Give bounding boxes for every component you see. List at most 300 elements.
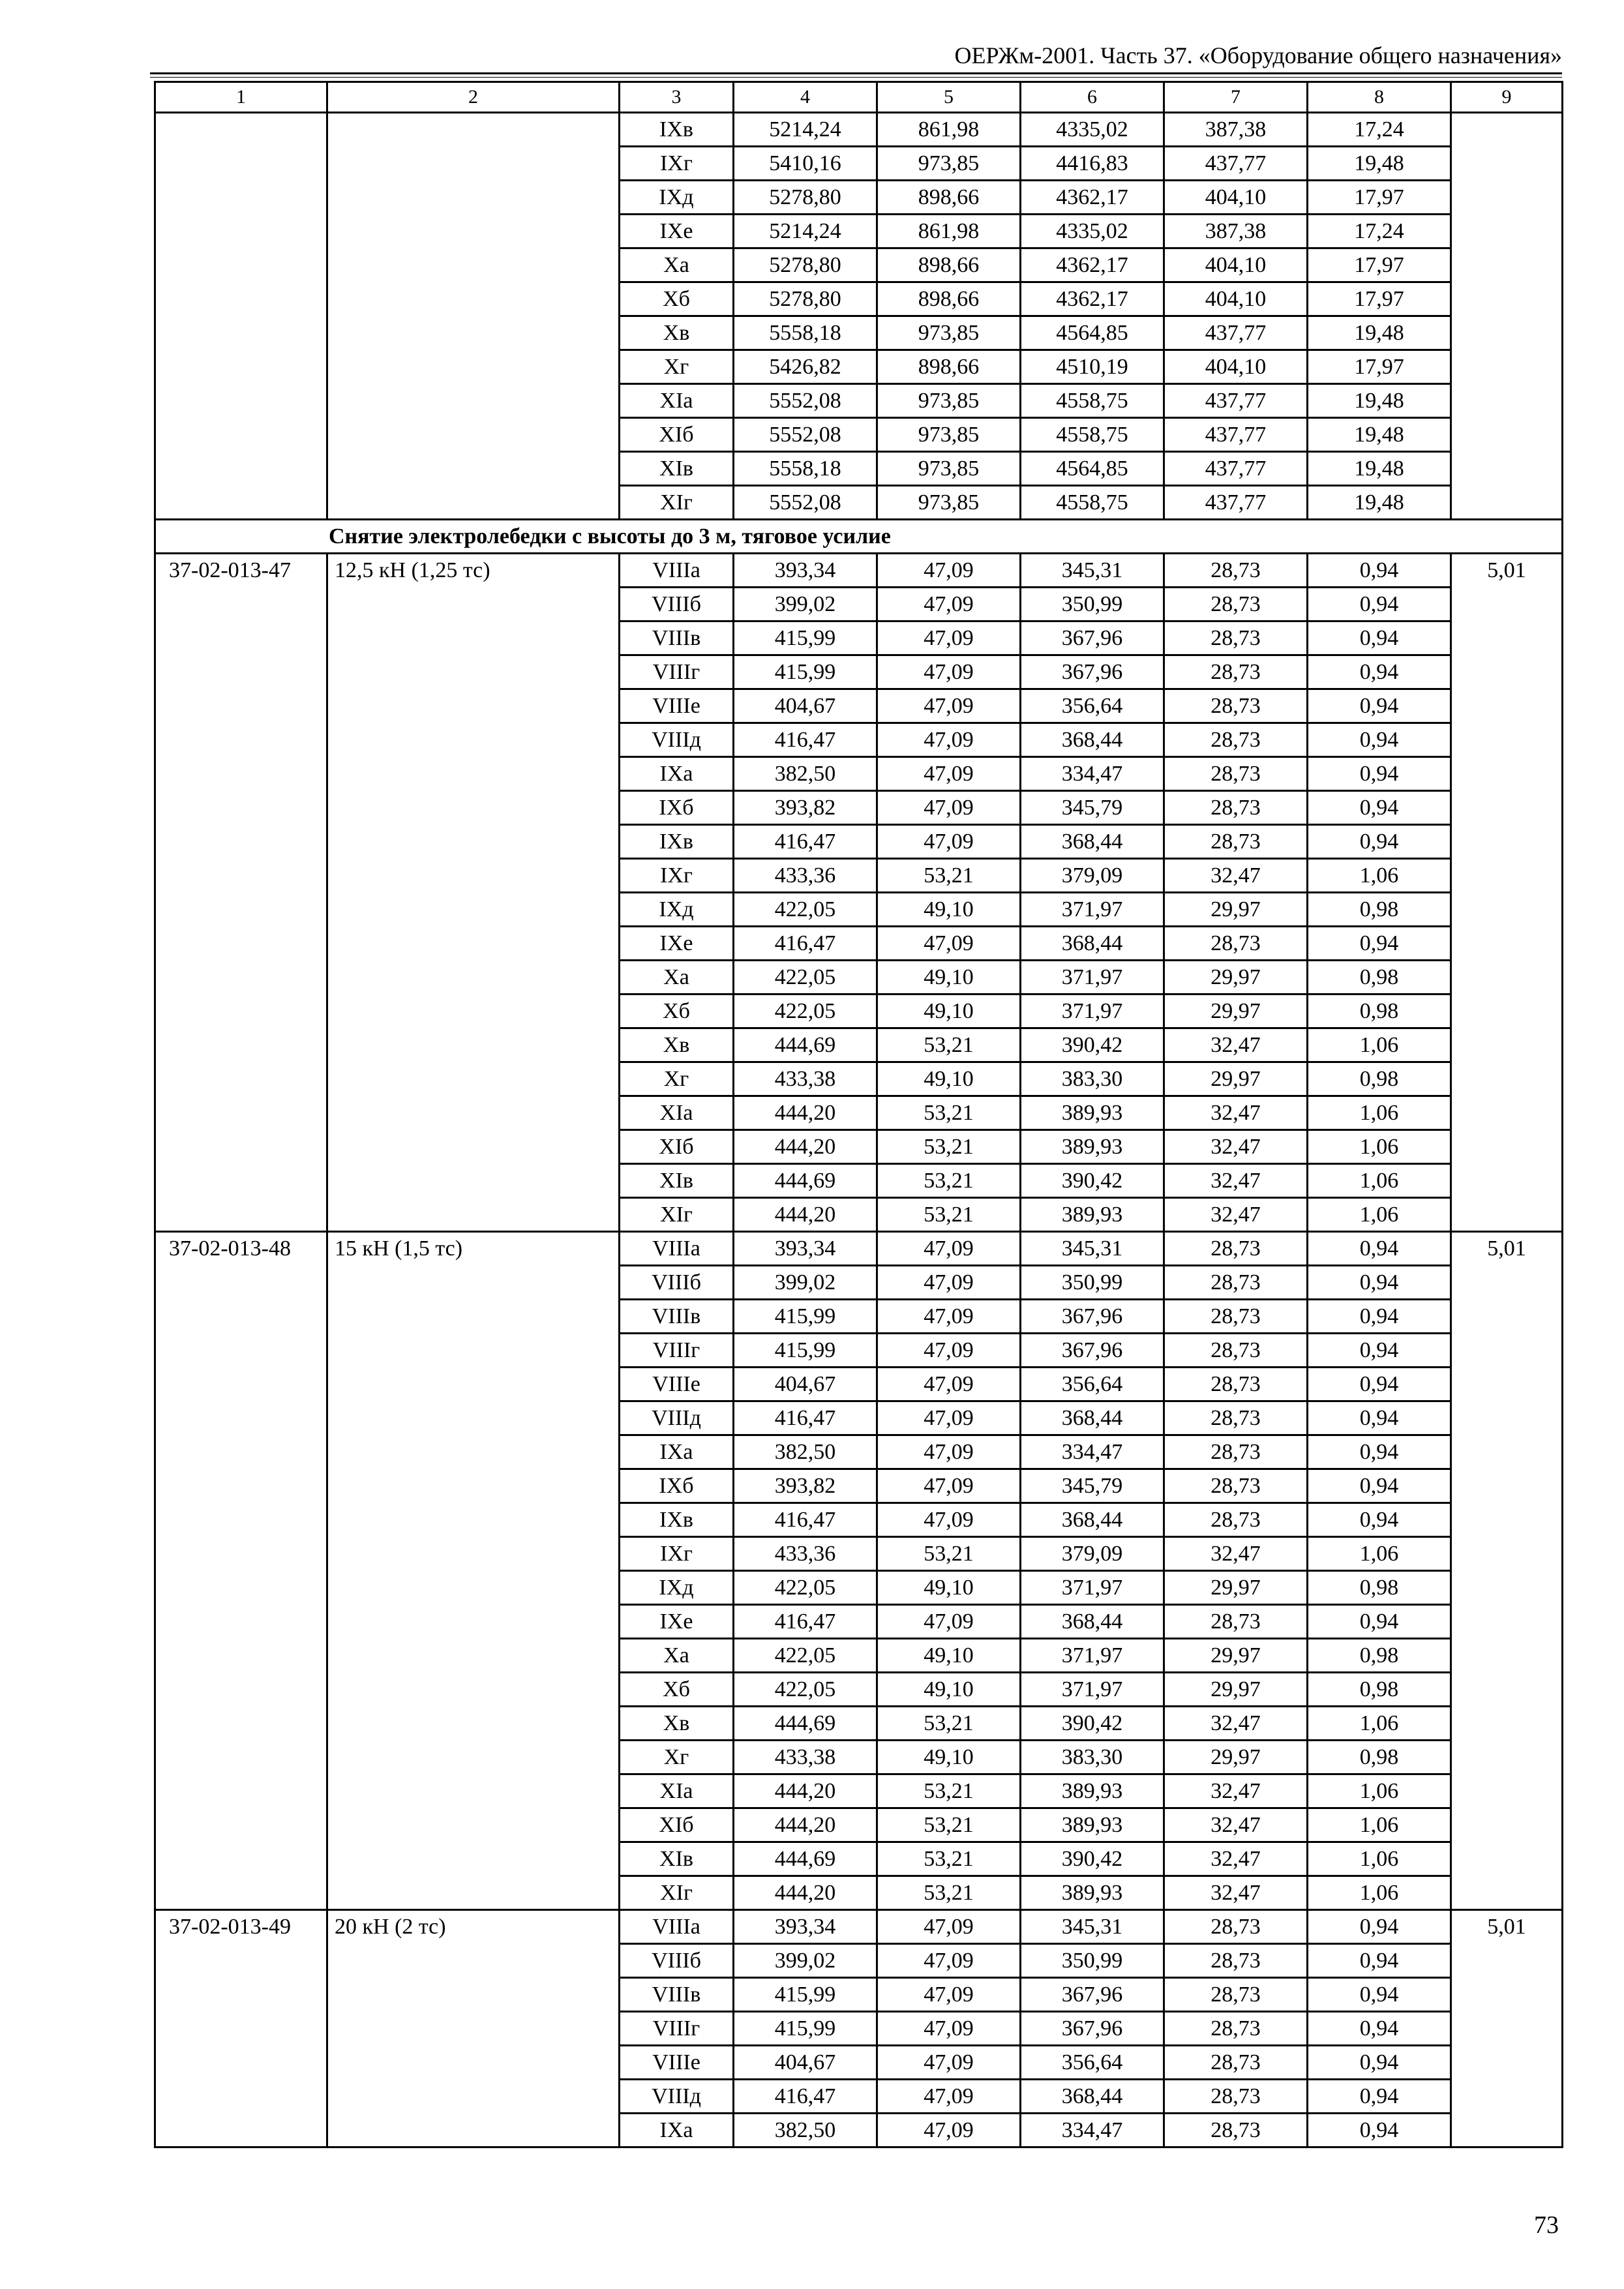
value-cell: 28,73	[1164, 1605, 1308, 1639]
column-number: 2	[327, 82, 620, 113]
value-cell: 0,94	[1308, 825, 1451, 859]
value-cell: 32,47	[1164, 1774, 1308, 1808]
value-cell: 53,21	[877, 1028, 1021, 1062]
value-cell: 5214,24	[734, 113, 877, 147]
value-cell: 47,09	[877, 1469, 1021, 1503]
value-cell: 390,42	[1021, 1842, 1164, 1876]
value-cell: 0,94	[1308, 588, 1451, 621]
col9-value: 5,01	[1451, 554, 1563, 1232]
value-cell: 422,05	[734, 1673, 877, 1707]
value-cell: IXа	[620, 1435, 734, 1469]
value-cell: 350,99	[1021, 1944, 1164, 1978]
value-cell: IXе	[620, 215, 734, 248]
value-cell: 47,09	[877, 757, 1021, 791]
value-cell: 32,47	[1164, 859, 1308, 893]
value-cell: IXг	[620, 1537, 734, 1571]
value-cell: 973,85	[877, 384, 1021, 418]
value-cell: 356,64	[1021, 1368, 1164, 1401]
value-cell: 433,38	[734, 1741, 877, 1774]
value-cell: 1,06	[1308, 1876, 1451, 1910]
value-cell: 437,77	[1164, 418, 1308, 452]
value-cell: 47,09	[877, 1300, 1021, 1334]
column-number: 3	[620, 82, 734, 113]
value-cell: 47,09	[877, 2114, 1021, 2147]
value-cell: VIIIг	[620, 2012, 734, 2046]
value-cell: 19,48	[1308, 452, 1451, 486]
value-cell: IXв	[620, 825, 734, 859]
value-cell: 47,09	[877, 1910, 1021, 1944]
value-cell: XIг	[620, 1876, 734, 1910]
value-cell: 19,48	[1308, 418, 1451, 452]
value-cell: 861,98	[877, 113, 1021, 147]
value-cell: 1,06	[1308, 1164, 1451, 1198]
value-cell: VIIIа	[620, 1910, 734, 1944]
value-cell: 404,67	[734, 689, 877, 723]
value-cell: 371,97	[1021, 1639, 1164, 1673]
rates-table-body	[155, 82, 1563, 2147]
value-cell: 28,73	[1164, 2012, 1308, 2046]
value-cell: 4558,75	[1021, 418, 1164, 452]
rate-code: 37-02-013-49	[155, 1910, 327, 2147]
value-cell: 367,96	[1021, 1300, 1164, 1334]
value-cell: 389,93	[1021, 1774, 1164, 1808]
value-cell: 422,05	[734, 893, 877, 927]
value-cell: 444,69	[734, 1842, 877, 1876]
value-cell: 404,10	[1164, 181, 1308, 215]
rate-description: 20 кН (2 тс)	[327, 1910, 620, 2147]
value-cell: 47,09	[877, 1944, 1021, 1978]
table-row	[155, 1232, 1563, 1266]
value-cell: 0,94	[1308, 2080, 1451, 2114]
value-cell: 393,82	[734, 1469, 877, 1503]
value-cell: 382,50	[734, 757, 877, 791]
value-cell: 32,47	[1164, 1876, 1308, 1910]
value-cell: 47,09	[877, 1435, 1021, 1469]
value-cell: IXа	[620, 757, 734, 791]
value-cell: 32,47	[1164, 1537, 1308, 1571]
value-cell: 415,99	[734, 1334, 877, 1368]
value-cell: 4564,85	[1021, 452, 1164, 486]
code-cell	[155, 113, 327, 520]
value-cell: 28,73	[1164, 927, 1308, 961]
value-cell: 0,94	[1308, 1503, 1451, 1537]
value-cell: 387,38	[1164, 215, 1308, 248]
value-cell: 53,21	[877, 1537, 1021, 1571]
column-number: 7	[1164, 82, 1308, 113]
value-cell: 5278,80	[734, 181, 877, 215]
value-cell: 28,73	[1164, 1232, 1308, 1266]
value-cell: 0,98	[1308, 995, 1451, 1028]
value-cell: 47,09	[877, 825, 1021, 859]
value-cell: 47,09	[877, 1266, 1021, 1300]
value-cell: 422,05	[734, 1571, 877, 1605]
value-cell: 5558,18	[734, 452, 877, 486]
value-cell: 1,06	[1308, 1028, 1451, 1062]
value-cell: 47,09	[877, 689, 1021, 723]
value-cell: 393,34	[734, 1910, 877, 1944]
value-cell: 444,69	[734, 1164, 877, 1198]
value-cell: 444,20	[734, 1198, 877, 1232]
value-cell: 345,31	[1021, 554, 1164, 588]
desc-cell	[327, 113, 620, 520]
value-cell: 49,10	[877, 893, 1021, 927]
value-cell: 0,94	[1308, 2046, 1451, 2080]
section-title: Снятие электролебедки с высоты до 3 м, тяговое усилие	[155, 520, 1563, 554]
value-cell: 32,47	[1164, 1842, 1308, 1876]
value-cell: 5278,80	[734, 282, 877, 316]
value-cell: 368,44	[1021, 1605, 1164, 1639]
value-cell: 19,48	[1308, 316, 1451, 350]
rate-code: 37-02-013-47	[155, 554, 327, 1232]
value-cell: 28,73	[1164, 554, 1308, 588]
value-cell: 367,96	[1021, 2012, 1164, 2046]
value-cell: VIIIа	[620, 1232, 734, 1266]
value-cell: 404,10	[1164, 248, 1308, 282]
value-cell: 379,09	[1021, 859, 1164, 893]
value-cell: 29,97	[1164, 995, 1308, 1028]
value-cell: 0,98	[1308, 1062, 1451, 1096]
value-cell: 28,73	[1164, 1368, 1308, 1401]
rate-description: 15 кН (1,5 тс)	[327, 1232, 620, 1910]
value-cell: 389,93	[1021, 1198, 1164, 1232]
value-cell: 47,09	[877, 1503, 1021, 1537]
value-cell: XIб	[620, 418, 734, 452]
value-cell: 368,44	[1021, 1503, 1164, 1537]
value-cell: IXб	[620, 791, 734, 825]
value-cell: 390,42	[1021, 1164, 1164, 1198]
value-cell: 28,73	[1164, 655, 1308, 689]
value-cell: 433,38	[734, 1062, 877, 1096]
value-cell: 1,06	[1308, 859, 1451, 893]
value-cell: 0,98	[1308, 961, 1451, 995]
value-cell: 404,67	[734, 1368, 877, 1401]
header-rule-thick	[150, 72, 1562, 74]
value-cell: 404,10	[1164, 282, 1308, 316]
value-cell: IXд	[620, 1571, 734, 1605]
value-cell: 29,97	[1164, 1673, 1308, 1707]
value-cell: 47,09	[877, 655, 1021, 689]
value-cell: 47,09	[877, 1978, 1021, 2012]
value-cell: 53,21	[877, 859, 1021, 893]
value-cell: 437,77	[1164, 486, 1308, 520]
value-cell: Xв	[620, 316, 734, 350]
value-cell: VIIIд	[620, 1401, 734, 1435]
value-cell: 0,94	[1308, 1944, 1451, 1978]
value-cell: 28,73	[1164, 2080, 1308, 2114]
value-cell: 53,21	[877, 1707, 1021, 1741]
value-cell: 28,73	[1164, 723, 1308, 757]
value-cell: IXг	[620, 147, 734, 181]
value-cell: 0,94	[1308, 2114, 1451, 2147]
value-cell: 4362,17	[1021, 181, 1164, 215]
value-cell: 416,47	[734, 927, 877, 961]
value-cell: 399,02	[734, 1944, 877, 1978]
value-cell: 28,73	[1164, 689, 1308, 723]
value-cell: 389,93	[1021, 1130, 1164, 1164]
value-cell: XIа	[620, 1096, 734, 1130]
value-cell: 49,10	[877, 1639, 1021, 1673]
value-cell: Xа	[620, 1639, 734, 1673]
value-cell: 416,47	[734, 2080, 877, 2114]
value-cell: VIIIе	[620, 2046, 734, 2080]
value-cell: 5558,18	[734, 316, 877, 350]
value-cell: 334,47	[1021, 757, 1164, 791]
value-cell: 0,94	[1308, 1435, 1451, 1469]
value-cell: IXе	[620, 927, 734, 961]
value-cell: 17,97	[1308, 248, 1451, 282]
value-cell: 444,69	[734, 1028, 877, 1062]
value-cell: 53,21	[877, 1130, 1021, 1164]
value-cell: 0,94	[1308, 757, 1451, 791]
value-cell: 4558,75	[1021, 384, 1164, 418]
col9-value: 5,01	[1451, 1910, 1563, 2147]
value-cell: 28,73	[1164, 1401, 1308, 1435]
value-cell: 28,73	[1164, 1978, 1308, 2012]
section-row	[155, 520, 1563, 554]
value-cell: 32,47	[1164, 1028, 1308, 1062]
value-cell: 416,47	[734, 1503, 877, 1537]
value-cell: 32,47	[1164, 1707, 1308, 1741]
value-cell: 973,85	[877, 147, 1021, 181]
value-cell: 390,42	[1021, 1707, 1164, 1741]
value-cell: 28,73	[1164, 1910, 1308, 1944]
rates-table	[154, 81, 1563, 2148]
value-cell: XIг	[620, 1198, 734, 1232]
value-cell: 28,73	[1164, 2114, 1308, 2147]
column-number: 5	[877, 82, 1021, 113]
value-cell: 5410,16	[734, 147, 877, 181]
value-cell: 404,67	[734, 2046, 877, 2080]
value-cell: 47,09	[877, 554, 1021, 588]
value-cell: 5426,82	[734, 350, 877, 384]
value-cell: 444,20	[734, 1096, 877, 1130]
value-cell: 53,21	[877, 1842, 1021, 1876]
value-cell: 345,31	[1021, 1910, 1164, 1944]
value-cell: 371,97	[1021, 893, 1164, 927]
value-cell: 0,94	[1308, 621, 1451, 655]
value-cell: 0,94	[1308, 1300, 1451, 1334]
value-cell: 399,02	[734, 1266, 877, 1300]
rate-description: 12,5 кН (1,25 тс)	[327, 554, 620, 1232]
column-number: 9	[1451, 82, 1563, 113]
value-cell: IXв	[620, 1503, 734, 1537]
value-cell: 399,02	[734, 588, 877, 621]
value-cell: 371,97	[1021, 1673, 1164, 1707]
value-cell: 4362,17	[1021, 248, 1164, 282]
value-cell: 389,93	[1021, 1808, 1164, 1842]
value-cell: 0,94	[1308, 554, 1451, 588]
value-cell: 0,94	[1308, 1368, 1451, 1401]
value-cell: 47,09	[877, 1368, 1021, 1401]
value-cell: 898,66	[877, 248, 1021, 282]
value-cell: 0,94	[1308, 655, 1451, 689]
value-cell: 4564,85	[1021, 316, 1164, 350]
value-cell: 5552,08	[734, 418, 877, 452]
value-cell: VIIIб	[620, 1944, 734, 1978]
value-cell: 368,44	[1021, 723, 1164, 757]
value-cell: 0,98	[1308, 1673, 1451, 1707]
column-number: 6	[1021, 82, 1164, 113]
page-number: 73	[1534, 2211, 1559, 2239]
value-cell: 28,73	[1164, 621, 1308, 655]
value-cell: 47,09	[877, 588, 1021, 621]
value-cell: 371,97	[1021, 1571, 1164, 1605]
value-cell: 433,36	[734, 1537, 877, 1571]
value-cell: IXд	[620, 893, 734, 927]
col9-cell	[1451, 113, 1563, 520]
value-cell: VIIIв	[620, 1300, 734, 1334]
value-cell: IXд	[620, 181, 734, 215]
value-cell: 49,10	[877, 995, 1021, 1028]
value-cell: 28,73	[1164, 1469, 1308, 1503]
page-header-title: ОЕРЖм-2001. Часть 37. «Оборудование общего назначения»	[954, 42, 1562, 68]
value-cell: 444,69	[734, 1707, 877, 1741]
table-row	[155, 1910, 1563, 1944]
value-cell: 444,20	[734, 1774, 877, 1808]
value-cell: 0,94	[1308, 1910, 1451, 1944]
value-cell: 0,94	[1308, 927, 1451, 961]
value-cell: 0,98	[1308, 1571, 1451, 1605]
value-cell: 4335,02	[1021, 113, 1164, 147]
value-cell: XIг	[620, 486, 734, 520]
value-cell: 404,10	[1164, 350, 1308, 384]
value-cell: 416,47	[734, 1605, 877, 1639]
value-cell: 5214,24	[734, 215, 877, 248]
value-cell: 356,64	[1021, 689, 1164, 723]
value-cell: 371,97	[1021, 995, 1164, 1028]
value-cell: 53,21	[877, 1096, 1021, 1130]
value-cell: 383,30	[1021, 1062, 1164, 1096]
value-cell: 368,44	[1021, 2080, 1164, 2114]
value-cell: 28,73	[1164, 757, 1308, 791]
col9-value: 5,01	[1451, 1232, 1563, 1910]
value-cell: 49,10	[877, 1673, 1021, 1707]
value-cell: 5552,08	[734, 384, 877, 418]
value-cell: 29,97	[1164, 961, 1308, 995]
table-row	[155, 554, 1563, 588]
value-cell: 367,96	[1021, 1978, 1164, 2012]
value-cell: 422,05	[734, 995, 877, 1028]
value-cell: 0,94	[1308, 1469, 1451, 1503]
value-cell: 0,98	[1308, 1741, 1451, 1774]
value-cell: IXв	[620, 113, 734, 147]
value-cell: 4362,17	[1021, 282, 1164, 316]
value-cell: 415,99	[734, 655, 877, 689]
value-cell: 1,06	[1308, 1096, 1451, 1130]
value-cell: 5552,08	[734, 486, 877, 520]
value-cell: 444,20	[734, 1876, 877, 1910]
value-cell: 1,06	[1308, 1842, 1451, 1876]
value-cell: VIIIд	[620, 723, 734, 757]
value-cell: Xб	[620, 282, 734, 316]
value-cell: 47,09	[877, 621, 1021, 655]
value-cell: 29,97	[1164, 1741, 1308, 1774]
value-cell: IXг	[620, 859, 734, 893]
value-cell: Xб	[620, 995, 734, 1028]
value-cell: VIIIб	[620, 1266, 734, 1300]
value-cell: 368,44	[1021, 825, 1164, 859]
value-cell: VIIIе	[620, 1368, 734, 1401]
value-cell: 433,36	[734, 859, 877, 893]
value-cell: 0,94	[1308, 1334, 1451, 1368]
value-cell: 49,10	[877, 1062, 1021, 1096]
value-cell: 28,73	[1164, 588, 1308, 621]
value-cell: 973,85	[877, 452, 1021, 486]
value-cell: 17,24	[1308, 215, 1451, 248]
value-cell: 17,24	[1308, 113, 1451, 147]
value-cell: 4510,19	[1021, 350, 1164, 384]
value-cell: XIб	[620, 1130, 734, 1164]
value-cell: XIв	[620, 1164, 734, 1198]
value-cell: 379,09	[1021, 1537, 1164, 1571]
value-cell: 367,96	[1021, 655, 1164, 689]
value-cell: 49,10	[877, 961, 1021, 995]
value-cell: 345,79	[1021, 791, 1164, 825]
value-cell: 415,99	[734, 1300, 877, 1334]
value-cell: 345,79	[1021, 1469, 1164, 1503]
value-cell: 47,09	[877, 1401, 1021, 1435]
value-cell: 437,77	[1164, 147, 1308, 181]
value-cell: 32,47	[1164, 1130, 1308, 1164]
value-cell: 53,21	[877, 1198, 1021, 1232]
value-cell: 28,73	[1164, 825, 1308, 859]
value-cell: 444,20	[734, 1808, 877, 1842]
value-cell: 368,44	[1021, 1401, 1164, 1435]
value-cell: 1,06	[1308, 1774, 1451, 1808]
value-cell: Xа	[620, 961, 734, 995]
value-cell: 47,09	[877, 1232, 1021, 1266]
value-cell: 28,73	[1164, 1334, 1308, 1368]
value-cell: 415,99	[734, 1978, 877, 2012]
value-cell: VIIIд	[620, 2080, 734, 2114]
value-cell: 28,73	[1164, 2046, 1308, 2080]
value-cell: 0,94	[1308, 2012, 1451, 2046]
value-cell: 334,47	[1021, 2114, 1164, 2147]
value-cell: 416,47	[734, 825, 877, 859]
value-cell: IXб	[620, 1469, 734, 1503]
value-cell: Xв	[620, 1707, 734, 1741]
value-cell: 898,66	[877, 181, 1021, 215]
value-cell: 390,42	[1021, 1028, 1164, 1062]
value-cell: 382,50	[734, 1435, 877, 1469]
value-cell: 28,73	[1164, 1266, 1308, 1300]
value-cell: 415,99	[734, 2012, 877, 2046]
value-cell: 53,21	[877, 1164, 1021, 1198]
value-cell: 32,47	[1164, 1198, 1308, 1232]
value-cell: 393,34	[734, 1232, 877, 1266]
value-cell: XIб	[620, 1808, 734, 1842]
value-cell: XIв	[620, 452, 734, 486]
value-cell: Xа	[620, 248, 734, 282]
value-cell: 53,21	[877, 1774, 1021, 1808]
value-cell: 0,94	[1308, 791, 1451, 825]
value-cell: 367,96	[1021, 1334, 1164, 1368]
value-cell: 47,09	[877, 791, 1021, 825]
value-cell: 53,21	[877, 1808, 1021, 1842]
value-cell: 19,48	[1308, 384, 1451, 418]
value-cell: Xг	[620, 1741, 734, 1774]
column-number: 8	[1308, 82, 1451, 113]
value-cell: 393,34	[734, 554, 877, 588]
value-cell: 47,09	[877, 927, 1021, 961]
value-cell: 49,10	[877, 1571, 1021, 1605]
value-cell: 4558,75	[1021, 486, 1164, 520]
value-cell: 4335,02	[1021, 215, 1164, 248]
value-cell: 32,47	[1164, 1164, 1308, 1198]
value-cell: IXа	[620, 2114, 734, 2147]
value-cell: IXе	[620, 1605, 734, 1639]
value-cell: 32,47	[1164, 1096, 1308, 1130]
